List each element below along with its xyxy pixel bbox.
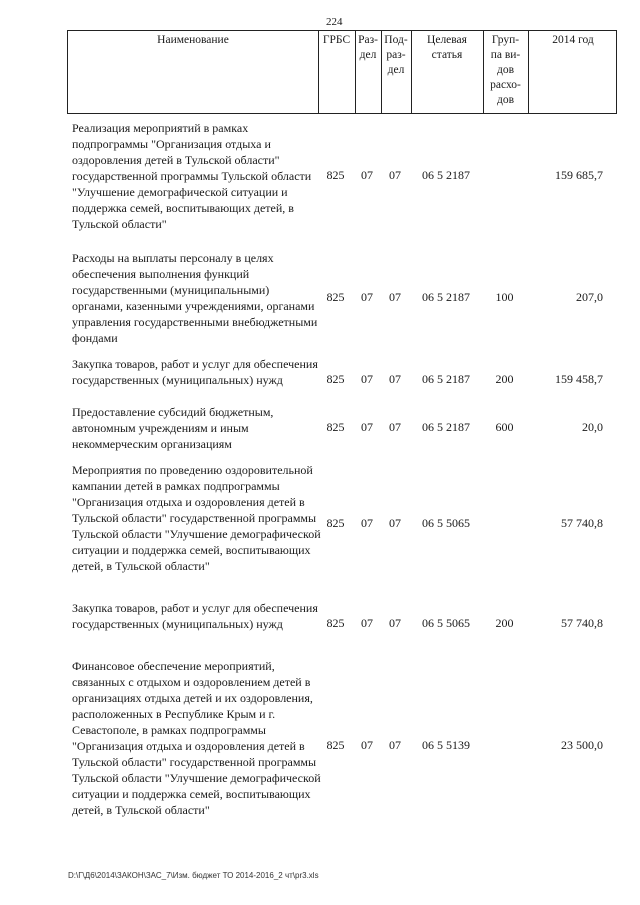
header-podrazdel: Под- раз- дел: [384, 34, 408, 76]
row-amount: 159 458,7: [555, 372, 603, 386]
table-row: [67, 462, 617, 587]
row-target: 06 5 2187: [422, 420, 470, 434]
row-amount: 57 740,8: [561, 516, 603, 530]
row-name: Финансовое обеспечение мероприятий, связанных с отдыхом и оздоровлением детей в организациях отдыха детей и их оздоровления, расположенных в Республике Крым и г. Севастополе, в рамках подпрограммы "Организация отдыха и оздоровления детей в Тульской области" государственной программы Тульской области "Улучшение демографической ситуации и поддержка семей, воспитывающих детей, в Тульской области": [72, 659, 321, 817]
row-target: 06 5 2187: [422, 372, 470, 386]
row-podrazdel: 07: [389, 516, 401, 530]
row-amount: 207,0: [576, 290, 603, 304]
row-name: Расходы на выплаты персоналу в целях обеспечения выполнения функций государственными (муниципальными) органами, казенными учреждениями, органами управления государственными внебюджетными фондами: [72, 251, 318, 345]
row-amount: 159 685,7: [555, 168, 603, 182]
row-razdel: 07: [361, 168, 373, 182]
row-podrazdel: 07: [389, 290, 401, 304]
row-name: Закупка товаров, работ и услуг для обеспечения государственных (муниципальных) нужд: [72, 357, 318, 387]
row-name: Реализация мероприятий в рамках подпрограммы "Организация отдыха и оздоровления детей в Тульской области" государственной программы Тульской области "Улучшение демографической ситуации и поддержка семей, воспитывающих детей, в Тульской области": [72, 121, 312, 231]
row-podrazdel: 07: [389, 420, 401, 434]
table-row: [67, 404, 617, 454]
row-grbs: 825: [326, 290, 345, 304]
row-podrazdel: 07: [389, 168, 401, 182]
row-podrazdel: 07: [389, 372, 401, 386]
header-target: Целевая статья: [427, 34, 467, 61]
row-group: 100: [495, 290, 514, 304]
row-group: 200: [495, 616, 514, 630]
row-grbs: 825: [326, 616, 345, 630]
row-group: 200: [495, 372, 514, 386]
header-razdel: Раз- дел: [358, 34, 378, 61]
row-target: 06 5 5139: [422, 738, 470, 752]
row-target: 06 5 5065: [422, 616, 470, 630]
row-amount: 20,0: [582, 420, 603, 434]
row-razdel: 07: [361, 372, 373, 386]
footer-file-path: D:\Г\Д6\2014\ЗАКОН\ЗАС_7\Изм. бюджет ТО 2014-2016_2 чт\pr3.xls: [68, 871, 319, 880]
row-podrazdel: 07: [389, 738, 401, 752]
header-year: 2014 год: [552, 34, 594, 46]
table-header: [67, 30, 617, 114]
row-amount: 23 500,0: [561, 738, 603, 752]
row-grbs: 825: [326, 420, 345, 434]
row-name: Предоставление субсидий бюджетным, автономным учреждениям и иным некоммерческим организациям: [72, 405, 274, 451]
row-name: Закупка товаров, работ и услуг для обеспечения государственных (муниципальных) нужд: [72, 601, 318, 631]
row-podrazdel: 07: [389, 616, 401, 630]
row-target: 06 5 2187: [422, 290, 470, 304]
row-target: 06 5 5065: [422, 516, 470, 530]
row-name: Мероприятия по проведению оздоровительной кампании детей в рамках подпрограммы "Организация отдыха и оздоровления детей в Тульской области" государственной программы Тульской области "Улучшение демографической ситуации и поддержка семей, воспитывающих детей, в Тульской области": [72, 463, 321, 573]
row-razdel: 07: [361, 516, 373, 530]
row-grbs: 825: [326, 372, 345, 386]
row-grbs: 825: [326, 516, 345, 530]
table-row: [67, 658, 617, 838]
header-grbs: ГРБС: [322, 34, 351, 46]
row-group: 600: [495, 420, 514, 434]
row-grbs: 825: [326, 168, 345, 182]
row-amount: 57 740,8: [561, 616, 603, 630]
row-razdel: 07: [361, 616, 373, 630]
row-razdel: 07: [361, 420, 373, 434]
table-row: [67, 600, 617, 650]
table-row: [67, 356, 617, 404]
row-razdel: 07: [361, 290, 373, 304]
table-row: [67, 250, 617, 348]
row-grbs: 825: [326, 738, 345, 752]
header-name: Наименование: [157, 34, 229, 46]
page-number: 224: [326, 16, 343, 28]
row-razdel: 07: [361, 738, 373, 752]
row-target: 06 5 2187: [422, 168, 470, 182]
table-row: [67, 120, 617, 235]
header-group: Груп- па ви- дов расхо- дов: [490, 34, 521, 106]
